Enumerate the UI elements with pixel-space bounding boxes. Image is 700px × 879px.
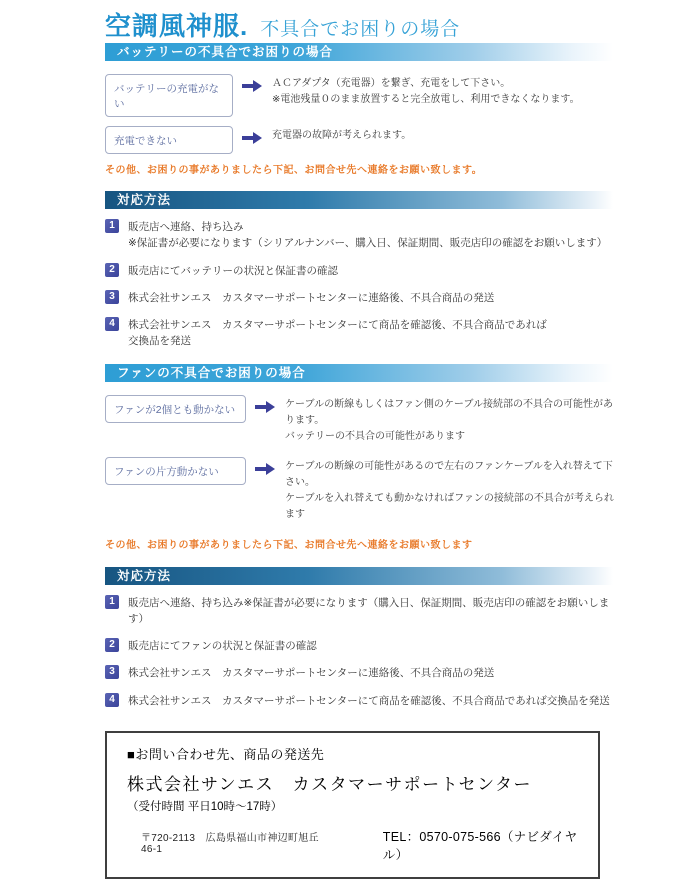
step-line: 販売店にてファンの状況と保証書の確認 xyxy=(128,640,317,653)
step-text xyxy=(128,290,494,306)
flow-answer xyxy=(285,457,617,523)
step-item xyxy=(105,290,617,306)
fan-flow-row-1 xyxy=(105,395,617,445)
battery-flow-row-2 xyxy=(105,126,617,154)
step-item xyxy=(105,263,617,279)
battery-steps xyxy=(105,219,617,350)
page-title xyxy=(105,6,617,40)
step-item xyxy=(105,665,617,681)
step-text xyxy=(128,317,547,350)
battery-note: その他、お困りの事がありましたら下記、お問合せ先へ連絡をお願い致します。 xyxy=(105,165,483,176)
fan-flow-row-2 xyxy=(105,457,617,523)
flow-answer-line: ケーブルの断線の可能性があるので左右のファンケーブルを入れ替えて下さい。 xyxy=(285,460,613,488)
step-number-badge: 2 xyxy=(105,638,119,652)
flow-answer-line: ケーブルを入れ替えても動かなければファンの接続部の不具合が考えられます xyxy=(285,492,614,520)
arrow-right-icon xyxy=(255,463,276,475)
flow-answer-line: ＡＣアダプタ（充電器）を繋ぎ、充電をして下さい。 xyxy=(272,78,511,89)
step-number-badge: 4 xyxy=(105,317,119,331)
arrow-right-icon xyxy=(242,132,263,144)
step-text xyxy=(128,263,338,279)
fan-steps xyxy=(105,595,617,709)
step-number-badge: 3 xyxy=(105,290,119,304)
step-number-badge: 4 xyxy=(105,693,119,707)
flow-answer xyxy=(272,126,411,144)
symptom-box: バッテリーの充電がない xyxy=(105,74,233,117)
step-number-badge: 2 xyxy=(105,263,119,277)
page-title-subtitle: 不具合でお困りの場合 xyxy=(260,19,461,40)
section-header-fan-steps: 対応方法 xyxy=(105,567,613,585)
contact-bottom-row xyxy=(127,827,586,863)
section-header-battery-steps: 対応方法 xyxy=(105,191,613,209)
step-line: ※保証書が必要になります（シリアルナンバー、購入日、保証期間、販売店印の確認をお願いします） xyxy=(128,237,608,250)
step-line: 株式会社サンエス カスタマーサポートセンターにて商品を確認後、不具合商品であれば xyxy=(128,319,547,332)
step-text xyxy=(128,693,610,709)
step-item xyxy=(105,638,617,654)
step-number-badge: 1 xyxy=(105,219,119,233)
contact-hours: （受付時間 平日10時～17時） xyxy=(127,800,283,813)
flow-answer-line: バッテリーの不具合の可能性があります xyxy=(285,430,465,442)
contact-box xyxy=(105,731,600,879)
brand-logo-text: 空調風神服. xyxy=(105,11,249,41)
step-text xyxy=(128,665,494,681)
flyer-content xyxy=(105,6,617,879)
step-line: 販売店にてバッテリーの状況と保証書の確認 xyxy=(128,264,338,277)
step-text xyxy=(128,595,617,628)
step-line: 販売店へ連絡、持ち込み※保証書が必要になります（購入日、保証期間、販売店印の確認をお願いします） xyxy=(128,596,610,625)
contact-address: 〒720-2113 広島県福山市神辺町旭丘46-1 xyxy=(141,832,319,855)
step-item xyxy=(105,219,617,252)
section-header-fan: ファンの不具合でお困りの場合 xyxy=(105,364,613,382)
contact-phone: TEL：0570-075-566（ナビダイヤル） xyxy=(382,829,578,862)
flow-answer xyxy=(285,395,617,445)
contact-company: 株式会社サンエス カスタマーサポートセンター xyxy=(127,774,532,794)
step-number-badge: 1 xyxy=(105,595,119,609)
step-number-badge: 3 xyxy=(105,665,119,679)
step-item xyxy=(105,595,617,628)
section-header-battery: バッテリーの不具合でお困りの場合 xyxy=(105,43,613,61)
flow-answer-line: ケーブルの断線もしくはファン側のケーブル接続部の不具合の可能性があります。 xyxy=(285,398,613,426)
step-line: 株式会社サンエス カスタマーサポートセンターにて商品を確認後、不具合商品であれば交換品を発送 xyxy=(128,694,610,707)
step-item xyxy=(105,693,617,709)
fan-note: その他、お困りの事がありましたら下記、お問合せ先へ連絡をお願い致します xyxy=(105,539,473,551)
step-text xyxy=(128,638,317,654)
battery-flow-row-1 xyxy=(105,74,617,117)
step-line: 株式会社サンエス カスタマーサポートセンターに連絡後、不具合商品の発送 xyxy=(128,667,495,680)
flow-answer-line: 充電器の故障が考えられます。 xyxy=(272,130,412,141)
arrow-right-icon xyxy=(242,80,263,92)
step-line: 株式会社サンエス カスタマーサポートセンターに連絡後、不具合商品の発送 xyxy=(128,291,495,304)
step-text xyxy=(128,219,607,252)
symptom-box: ファンの片方動かない xyxy=(105,457,246,485)
step-item xyxy=(105,317,617,350)
arrow-right-icon xyxy=(255,401,276,413)
flow-answer xyxy=(272,74,580,108)
symptom-box: ファンが2個とも動かない xyxy=(105,395,246,423)
symptom-box: 充電できない xyxy=(105,126,233,154)
step-line: 交換品を発送 xyxy=(128,335,191,348)
step-line: 販売店へ連絡、持ち込み xyxy=(128,221,244,233)
flow-answer-line: ※電池残量０のまま放置すると完全放電し、利用できなくなります。 xyxy=(272,94,580,105)
contact-heading: ■お問い合わせ先、商品の発送先 xyxy=(127,746,325,762)
